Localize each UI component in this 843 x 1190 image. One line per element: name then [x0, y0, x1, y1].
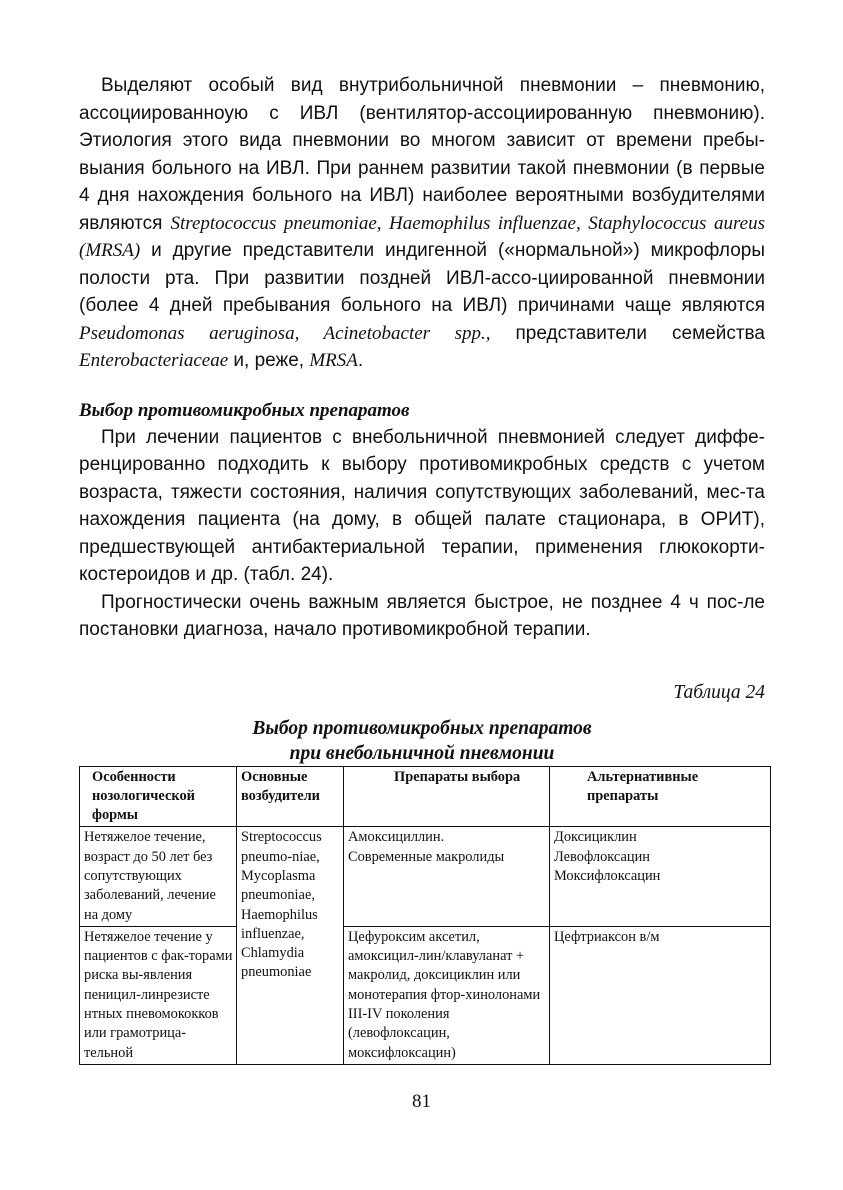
header-drugs-of-choice: Препараты выбора — [344, 766, 550, 827]
cell-choice: Цефуроксим аксетил, амоксицил-лин/клавуланат + макролид, доксициклин или монотерапия фтор-хинолонами III-IV поколения (левофлоксацин, моксифлоксацин) — [344, 926, 550, 1064]
drug-item: Современные макролиды — [348, 848, 505, 865]
cell-form: Нетяжелое течение, возраст до 50 лет без сопутствующих заболеваний, лечение на дому — [80, 827, 237, 926]
table-title-line2: при внебольничной пневмонии — [289, 742, 555, 764]
text-run: и, реже, — [228, 350, 310, 371]
table-label: Таблица 24 — [673, 681, 765, 703]
cell-choice — [344, 827, 550, 926]
page-content — [79, 72, 765, 1065]
text-run: . — [357, 350, 364, 371]
drug-item: Доксициклин — [554, 829, 637, 846]
paragraph-selection: При лечении пациентов с внебольничной пневмонией следует диффе-ренцированно подходить к выбору противомикробных средств с учетом возраста, тяжести состояния, наличия сопутствующих заболеваний, мес-та нахождения пациента (на дому, в общей палате стационара, в ОРИТ), предшествующей антибактериальной терапии, применения глюкокорти-костероидов и др. (табл. 24). — [79, 426, 765, 585]
italic-mrsa: MRSA — [309, 350, 358, 371]
header-alternative-drugs: Альтернативные препараты — [550, 766, 771, 827]
table-title-line1: Выбор противомикробных препаратов — [252, 717, 592, 739]
italic-organisms-early: Streptococcus pneumoniae, Haemophilus influenzae, Staphylococcus aureus (MRSA) — [79, 212, 765, 261]
drug-item: Амоксициллин. — [348, 829, 445, 846]
paragraph-prognosis: Прогностически очень важным является быстрое, не позднее 4 ч пос-ле постановки диагноза, начало противомикробной терапии. — [79, 591, 765, 640]
text-run: Выделяют особый вид внутрибольничной пневмонии – пневмонию, ассоциированноую с ИВЛ (вентилятор-ассоциированную пневмонию). Этиология этого вида пневмонии во многом зависит от времени пребы-выания больного на ИВЛ. При раннем развитии такой пневмонии (в первые 4 дня нахождения больного на ИВЛ) наиболее вероятными возбудителями являются — [79, 75, 765, 234]
table-row — [80, 827, 771, 926]
drug-item: Моксифлоксацин — [554, 867, 661, 884]
header-nosological-form: Особенности нозологической формы — [80, 766, 237, 827]
table-row — [80, 926, 771, 1064]
antimicrobial-table — [79, 766, 771, 1065]
italic-enterobacteriaceae: Enterobacteriaceae — [79, 350, 229, 371]
italic-organisms-late: Pseudomonas aeruginosa, Acinetobacter spp., — [79, 322, 491, 344]
cell-pathogens: Streptococcus pneumo-niae, Mycoplasma pneumoniae, Haemophilus influenzae, Chlamydia pneumoniae — [237, 827, 344, 1065]
paragraph-vap — [79, 72, 765, 375]
text-run: и другие представители индигенной («нормальной») микрофлоры полости рта. При развитии поздней ИВЛ-ассо-циированной пневмонии (более 4 дней пребывания больного на ИВЛ) причинами чаще являются — [79, 240, 765, 316]
section-heading: Выбор противомикробных препаратов — [79, 399, 410, 421]
drug-item: Левофлоксацин — [554, 848, 650, 865]
table-title — [79, 716, 765, 766]
cell-form: Нетяжелое течение у пациентов с фак-торами риска вы-явления пеницил-линрезисте нтных пневомококков или грамотрица-тельной — [80, 926, 237, 1064]
cell-alternative: Цефтриаксон в/м — [550, 926, 771, 1064]
table-header-row — [80, 766, 771, 827]
page-number: 81 — [412, 1091, 431, 1112]
cell-alternative — [550, 827, 771, 926]
header-pathogens: Основные возбудители — [237, 766, 344, 827]
text-run: представители семейства — [490, 322, 765, 344]
